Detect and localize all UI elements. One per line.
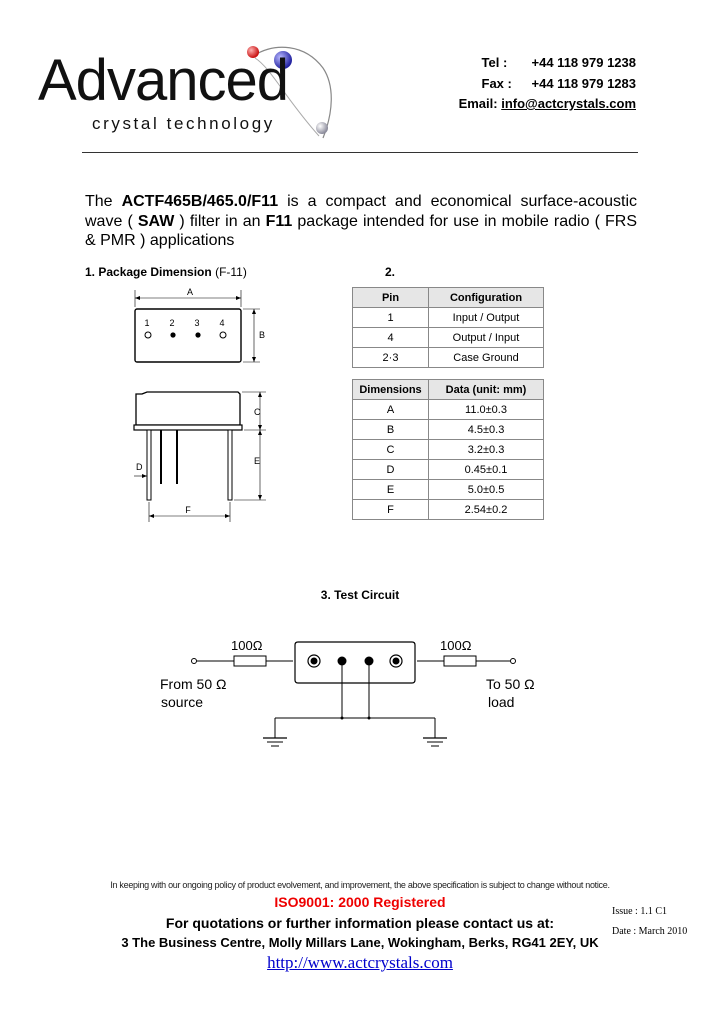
dim-c-label: C [254,407,261,417]
company-address: 3 The Business Centre, Molly Millars Lane, Wokingham, Berks, RG41 2EY, UK [121,935,599,950]
dim-f-label: F [185,505,191,515]
table-row [353,420,544,440]
value-cell: 3.2±0.3 [429,440,544,460]
load-label-2: load [488,694,515,710]
fax-value: +44 118 979 1283 [531,76,636,91]
config-cell: Input / Output [429,308,544,328]
value-cell: 2.54±0.2 [429,500,544,520]
source-label-2: source [161,694,204,710]
filter-pin-3 [365,657,374,666]
resistor-right-label: 100Ω [440,638,472,653]
website [0,953,720,973]
dimensions-header: Dimensions [353,380,429,400]
pin-3-mark [195,332,200,337]
issue-date: Date : March 2010 [612,926,688,937]
pin-table-header [353,288,544,308]
value-cell: 4.5±0.3 [429,420,544,440]
lead-mid-left [160,430,162,484]
section2-title: 2. [385,265,396,279]
source-label-1: From 50 Ω [160,676,227,692]
tel-label: Tel : [481,55,508,70]
dim-d-label: D [136,462,143,472]
value-cell: 5.0±0.5 [429,480,544,500]
load-label-1: To 50 Ω [486,676,535,692]
filter-pin-4 [393,658,400,665]
contact-email [459,96,636,111]
ground-right-icon [423,738,447,746]
table-row [353,460,544,480]
pin-2-mark [170,332,175,337]
value-cell: 0.45±0.1 [429,460,544,480]
dim-cell: F [353,500,429,520]
output-terminal [511,659,516,664]
configuration-header: Configuration [429,288,544,308]
tel-value: +44 118 979 1238 [531,55,636,70]
table-row [353,440,544,460]
filter-pin-1 [311,658,318,665]
table-row [353,348,544,368]
table-row [353,328,544,348]
test-circuit [150,630,560,755]
intro-prefix: The [85,193,122,210]
pin-cell: 1 [353,308,429,328]
lead-right [228,430,232,500]
table-row [353,480,544,500]
intro-mid2: ) filter in an [174,212,266,230]
section1-subtitle: (F-11) [215,265,247,279]
dim-cell: A [353,400,429,420]
dim-cell: B [353,420,429,440]
data-header: Data (unit: mm) [429,380,544,400]
logo-text: Advanced [38,48,288,113]
dim-e-label: E [254,456,261,466]
quotation-line: For quotations or further information please contact us at: [165,915,555,931]
pin-config-table [352,287,544,368]
intro-suffix: package intended for use in mobile radio ( FRS & PMR ) applications [85,212,637,249]
resistor-left [234,656,266,666]
iso-registration: ISO9001: 2000 Registered [274,894,446,910]
dim-a-label: A [186,287,194,297]
value-cell: 11.0±0.3 [429,400,544,420]
website-link[interactable]: http://www.actcrystals.com [267,953,453,972]
filter-pin-2 [338,657,347,666]
section1-title [85,265,247,279]
pin-label-1: 1 [144,318,150,328]
fax-label: Fax : [481,76,512,91]
package-name: F11 [265,212,293,230]
dim-table-header [353,380,544,400]
table-row [353,500,544,520]
dim-cell: E [353,480,429,500]
part-number: ACTF465B/465.0/F11 [121,193,279,210]
table-row [353,308,544,328]
logo-grey-sphere [316,122,328,134]
pin-cell: 2·3 [353,348,429,368]
pin-label-4: 4 [219,318,225,328]
email-link[interactable]: info@actcrystals.com [501,96,636,111]
lead-left [147,430,151,500]
dim-b-label: B [259,330,266,340]
table-row [353,400,544,420]
logo-subtitle: crystal technology [92,114,275,133]
pin-1-mark [145,332,151,338]
dimensions-table [352,379,544,520]
pin-4-mark [220,332,226,338]
contact-tel [482,55,636,70]
issue-number: Issue : 1.1 C1 [612,906,667,917]
lead-mid-right [176,430,178,484]
saw-term: SAW [137,212,175,230]
policy-notice: In keeping with our ongoing policy of product evolvement, and improvement, the above specification is subject to change without notice. [110,880,610,890]
package-side-body [136,392,240,425]
contact-fax [482,76,636,91]
package-drawing [120,282,280,527]
resistor-left-label: 100Ω [231,638,263,653]
input-terminal [192,659,197,664]
intro-mid1: is a compact and economical surface-acoustic wave ( [85,193,638,230]
ground-left-icon [263,738,287,746]
section1-heading: 1. Package Dimension [85,265,212,279]
dim-cell: D [353,460,429,480]
section3-title: 3. Test Circuit [320,588,400,602]
pin-cell: 4 [353,328,429,348]
resistor-right [444,656,476,666]
pin-label-3: 3 [194,318,200,328]
email-label: Email: [458,96,498,111]
config-cell: Output / Input [429,328,544,348]
config-cell: Case Ground [429,348,544,368]
intro-paragraph [85,192,637,251]
header-divider [82,152,638,153]
pin-header: Pin [353,288,429,308]
dim-cell: C [353,440,429,460]
pin-label-2: 2 [169,318,175,328]
